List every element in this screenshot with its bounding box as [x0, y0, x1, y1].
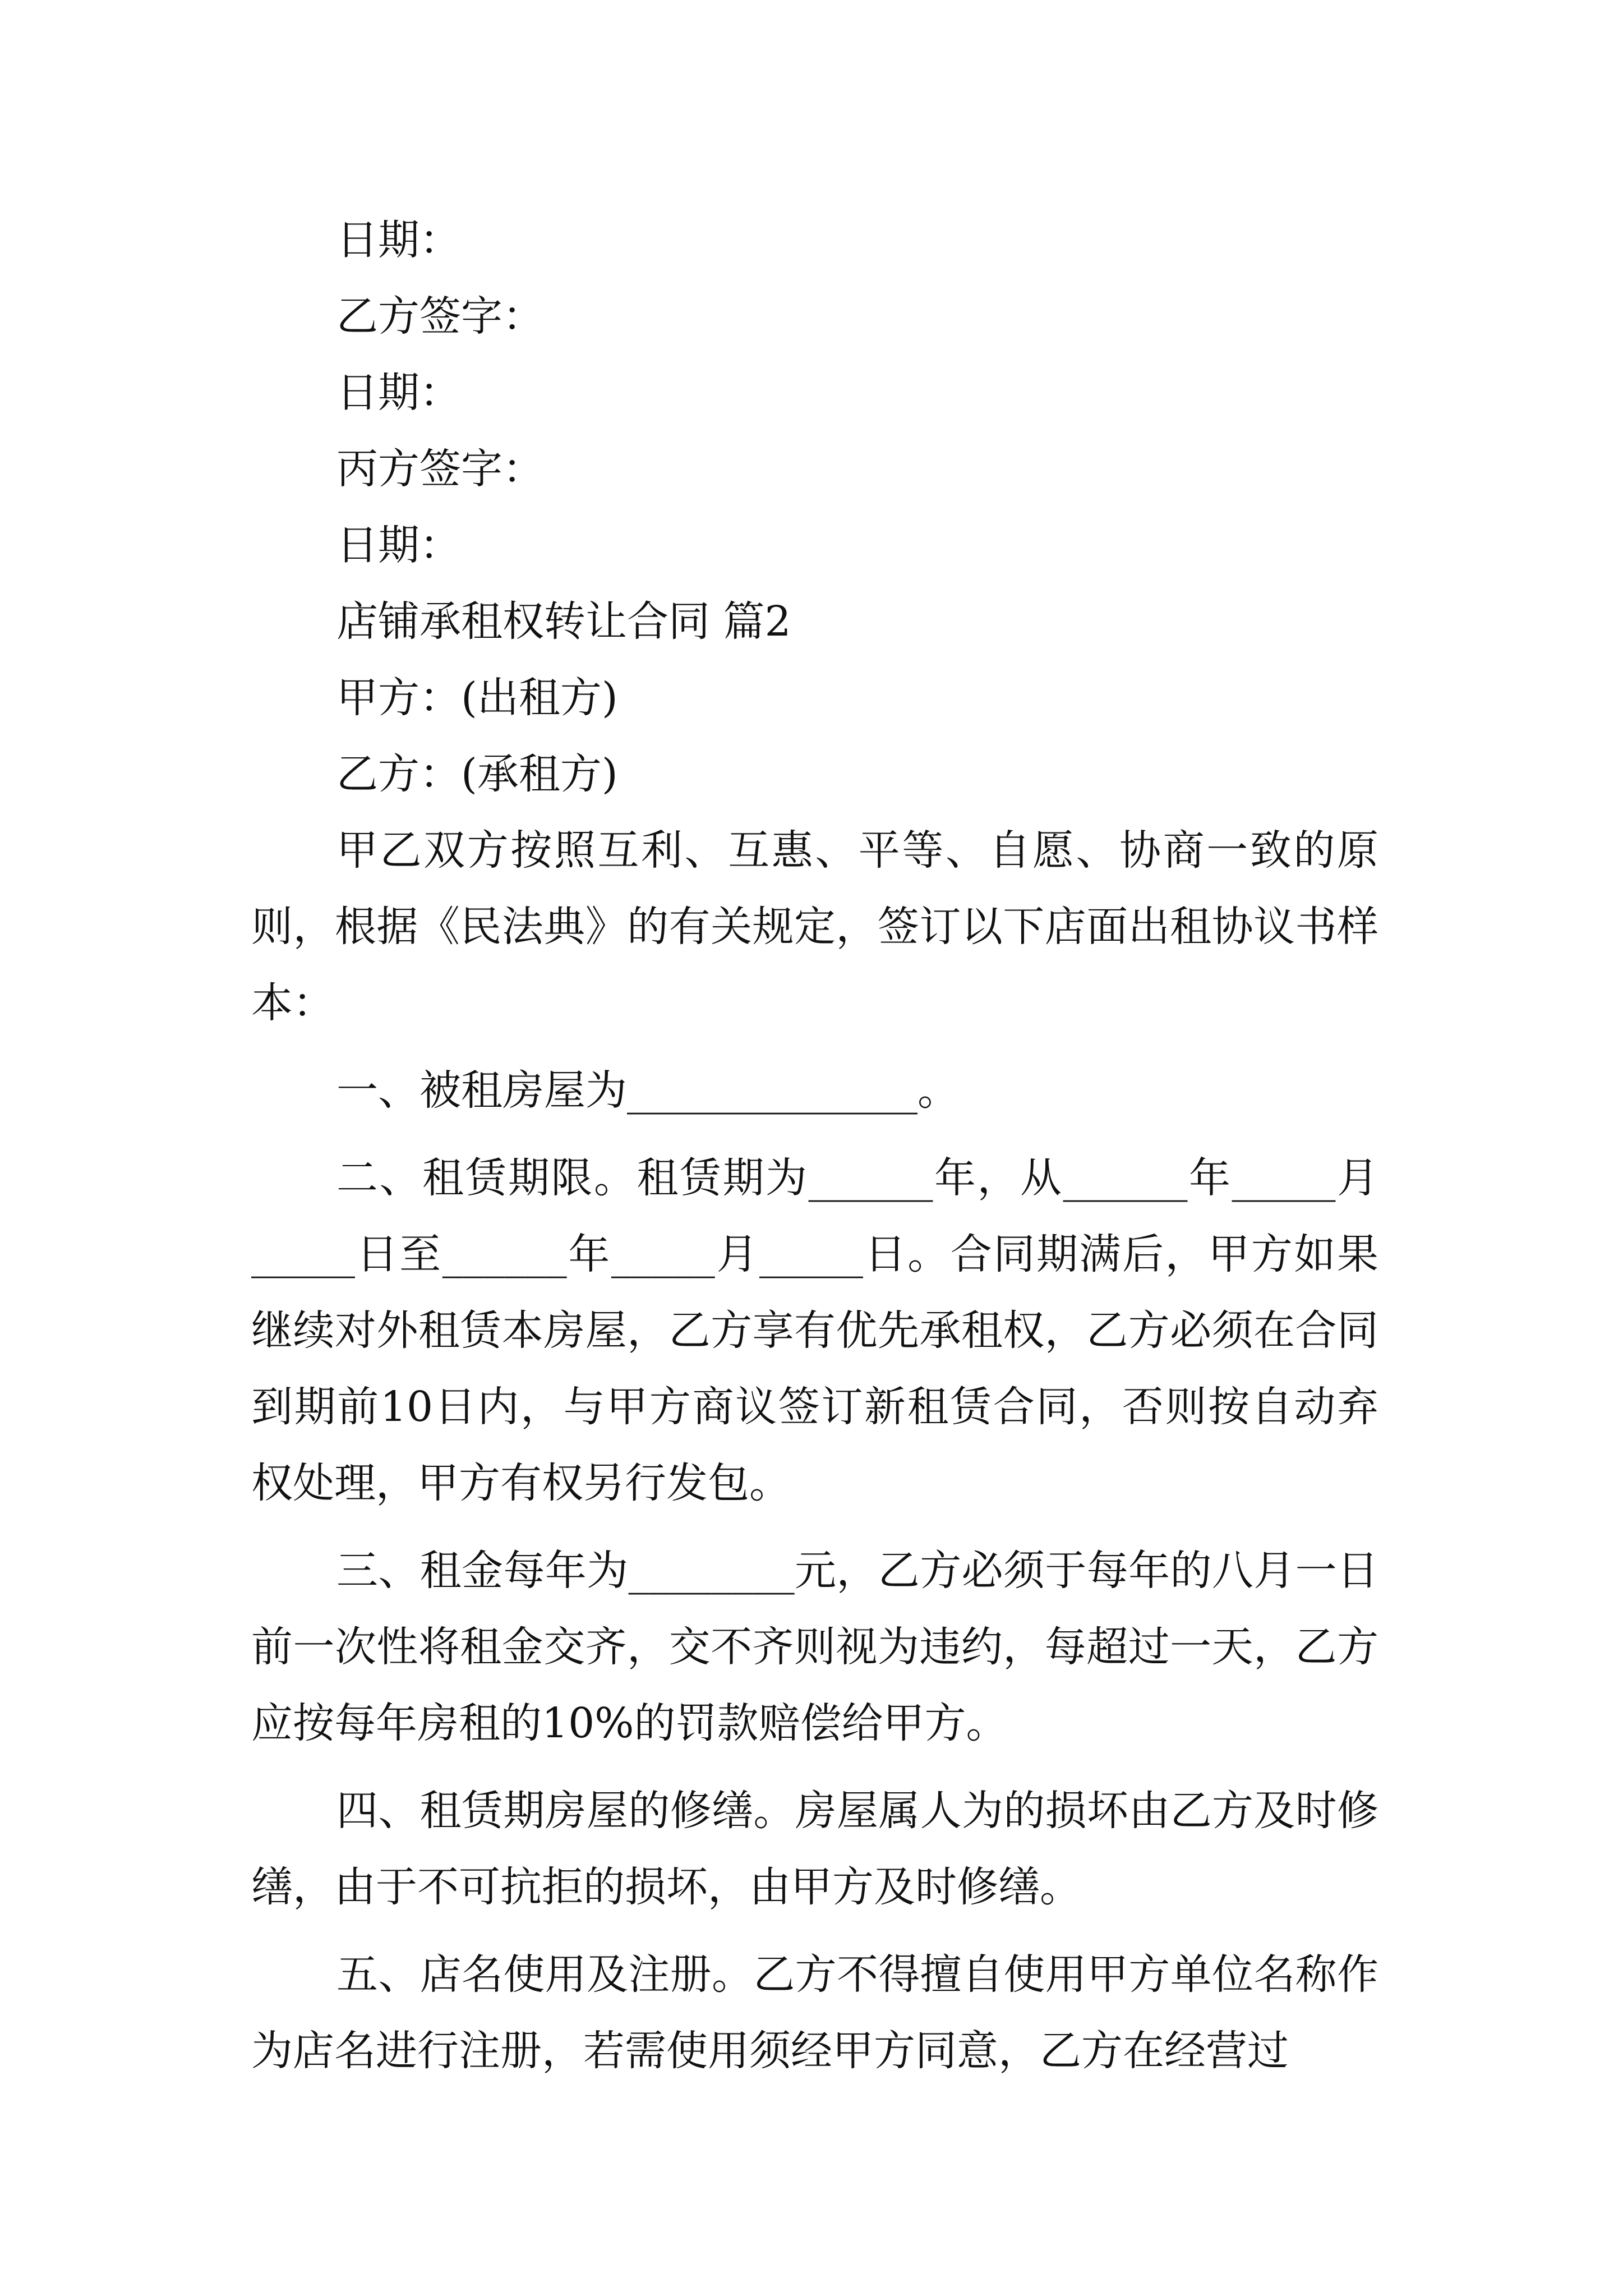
- intro-paragraph: 甲乙双方按照互利、互惠、平等、自愿、协商一致的原则，根据《民法典》的有关规定，签订以下店面出租协议书样本：: [251, 826, 1378, 1027]
- party-b-signature-line: 乙方签字：: [336, 292, 544, 341]
- clause-5: 五、店名使用及注册。乙方不得擅自使用甲方单位名称作为店名进行注册，若需使用须经甲方同意，乙方在经营过: [251, 1950, 1378, 2075]
- date-line: 日期：: [336, 216, 461, 264]
- party-a-line: 甲方：(出租方): [336, 674, 618, 722]
- clause-1: 一、被租房屋为______________。: [336, 1066, 959, 1115]
- document-body: [251, 202, 1378, 2089]
- clause-4: 四、租赁期房屋的修缮。房屋属人为的损坏由乙方及时修缮，由于不可抗拒的损坏，由甲方及时修缮。: [251, 1787, 1378, 1911]
- section-heading: 店铺承租权转让合同 篇2: [336, 597, 791, 646]
- clause-2: 二、租赁期限。租赁期为______年，从______年_____月_____日至______年_____月_____日。合同期满后，甲方如果继续对外租赁本房屋，乙方享有优先承租权，乙方必须在合同到期前10日内，与甲方商议签订新租赁合同，否则按自动弃权处理，甲方有权另行发包。: [251, 1154, 1378, 1507]
- date-line: 日期：: [336, 369, 461, 417]
- date-line: 日期：: [336, 521, 461, 569]
- clause-3: 三、租金每年为________元，乙方必须于每年的八月一日前一次性将租金交齐，交不齐则视为违约，每超过一天，乙方应按每年房租的10%的罚款赔偿给甲方。: [251, 1547, 1378, 1747]
- party-c-signature-line: 丙方签字：: [336, 445, 544, 493]
- party-b-line: 乙方：(承租方): [336, 750, 618, 798]
